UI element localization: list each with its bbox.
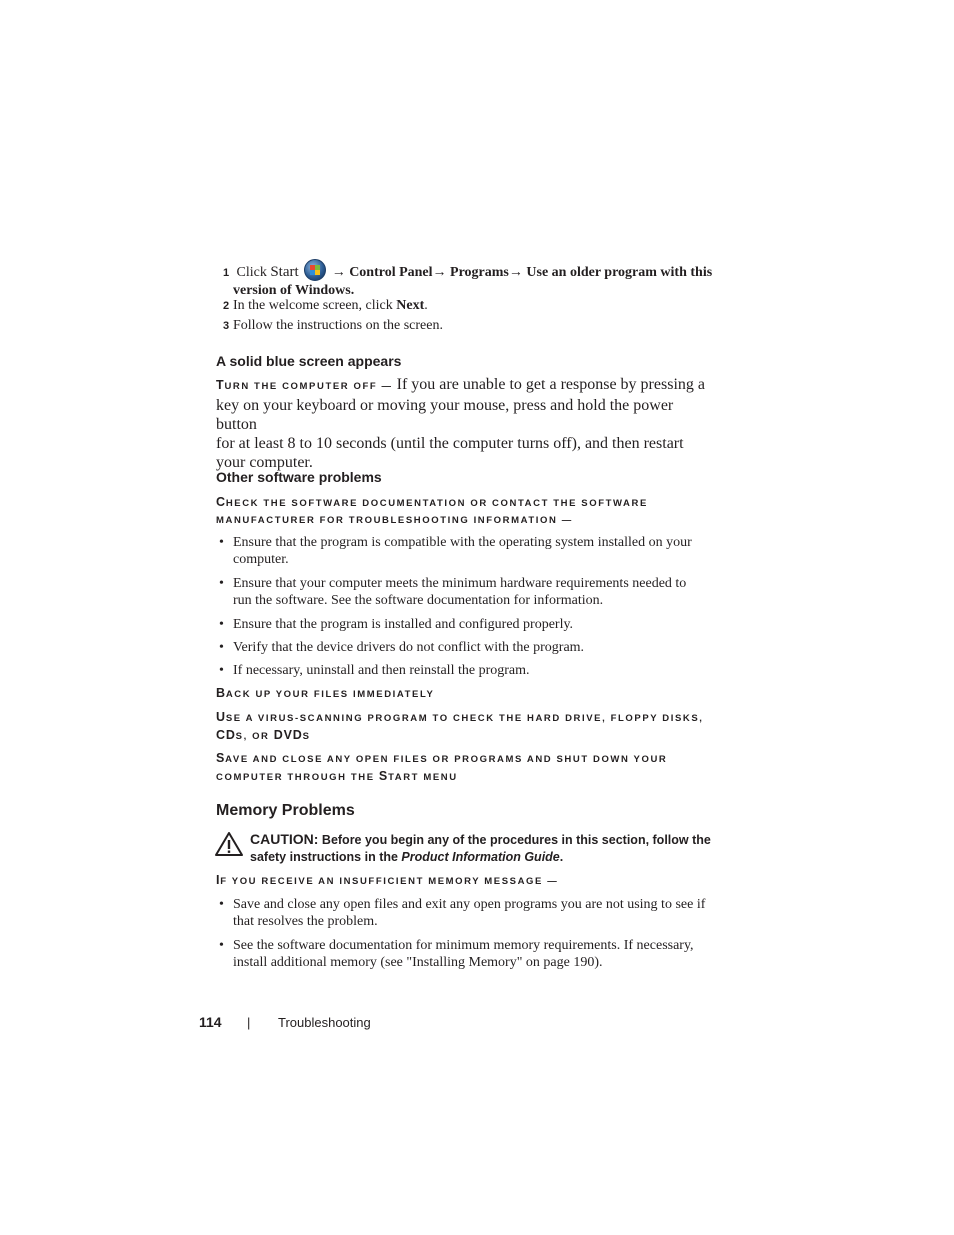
list-item: • Ensure that your computer meets the minimum hardware requirements needed to run the software. See the software documentation for information. [216,575,716,609]
list-item: • Verify that the device drivers do not conflict with the program. [216,639,716,656]
software-bullet-list [216,534,716,679]
check-documentation-lead-in: CHECK THE SOFTWARE DOCUMENTATION OR CONTACT THE SOFTWARE MANUFACTURER FOR TROUBLESHOOTING INFORMATION — [216,495,648,526]
step-2 [223,297,713,315]
list-item: • Ensure that the program is compatible with the operating system installed on your computer. [216,534,716,568]
section-heading-blue-screen: A solid blue screen appears [216,353,402,369]
section-heading-memory: Memory Problems [216,802,355,819]
arrow: → [508,265,523,280]
insufficient-memory-lead-in: IF YOU RECEIVE AN INSUFFICIENT MEMORY MESSAGE — [216,873,559,887]
page-number: 114 [199,1014,222,1030]
warning-triangle-icon [214,831,244,857]
step-number: 3 [223,320,230,332]
list-item: • Save and close any open files and exit any open programs you are not using to see if that resolves the problem. [216,896,716,930]
caution-notice [214,831,714,867]
arrow: → [331,265,346,280]
list-item: • See the software documentation for minimum memory requirements. If necessary, install additional memory (see "Installing Memory" on page 190). [216,937,716,971]
paragraph-line: for at least 8 to 10 seconds (until the computer turns off), and then restart [216,435,684,452]
control-panel-label: Control Panel [349,265,433,280]
next-label: Next [396,298,425,313]
arrow: → [432,265,447,280]
footer-section-title: Troubleshooting [278,1015,371,1030]
step-1 [223,259,713,299]
step-3 [223,317,713,335]
start-label: Start [270,264,299,280]
blue-screen-paragraph [216,375,716,472]
caution-label: CAUTION: [250,831,319,847]
product-guide-title: Product Information Guide [401,850,560,864]
list-item: • If necessary, uninstall and then reinstall the program. [216,662,716,679]
section-heading-other-software: Other software problems [216,469,382,485]
list-item: • Ensure that the program is installed and configured properly. [216,616,716,633]
step-number: 1 [223,267,230,279]
step-number: 2 [223,300,230,312]
older-program-label-cont: version of Windows. [233,283,355,298]
lead-in: TURN THE COMPUTER OFF — [216,378,393,392]
footer-separator: | [247,1015,251,1030]
programs-label: Programs [450,265,509,280]
paragraph-line: your computer. [216,454,313,471]
windows-logo-icon [304,259,326,281]
older-program-label: Use an older program with this [526,265,713,280]
save-close-lead-in: SAVE AND CLOSE ANY OPEN FILES OR PROGRAMS AND SHUT DOWN YOUR COMPUTER THROUGH THE START MENU [216,751,668,783]
backup-lead-in: BACK UP YOUR FILES IMMEDIATELY [216,686,435,700]
step-text-click: Click [236,265,267,280]
paragraph-line: key on your keyboard or moving your mouse, press and hold the power button [216,397,674,433]
step-text: In the welcome screen, click [233,298,397,313]
caution-text: CAUTION: Before you begin any of the procedures in this section, follow the safety instructions in the Product Information Guide. [250,831,711,864]
step-text: . [424,298,428,313]
memory-bullet-list [216,896,716,971]
paragraph-line: If you are unable to get a response by pressing a [392,376,705,393]
step-text: Follow the instructions on the screen. [233,318,443,333]
virus-scan-lead-in: USE A VIRUS-SCANNING PROGRAM TO CHECK THE HARD DRIVE, FLOPPY DISKS, CDS, OR DVDS [216,710,704,742]
